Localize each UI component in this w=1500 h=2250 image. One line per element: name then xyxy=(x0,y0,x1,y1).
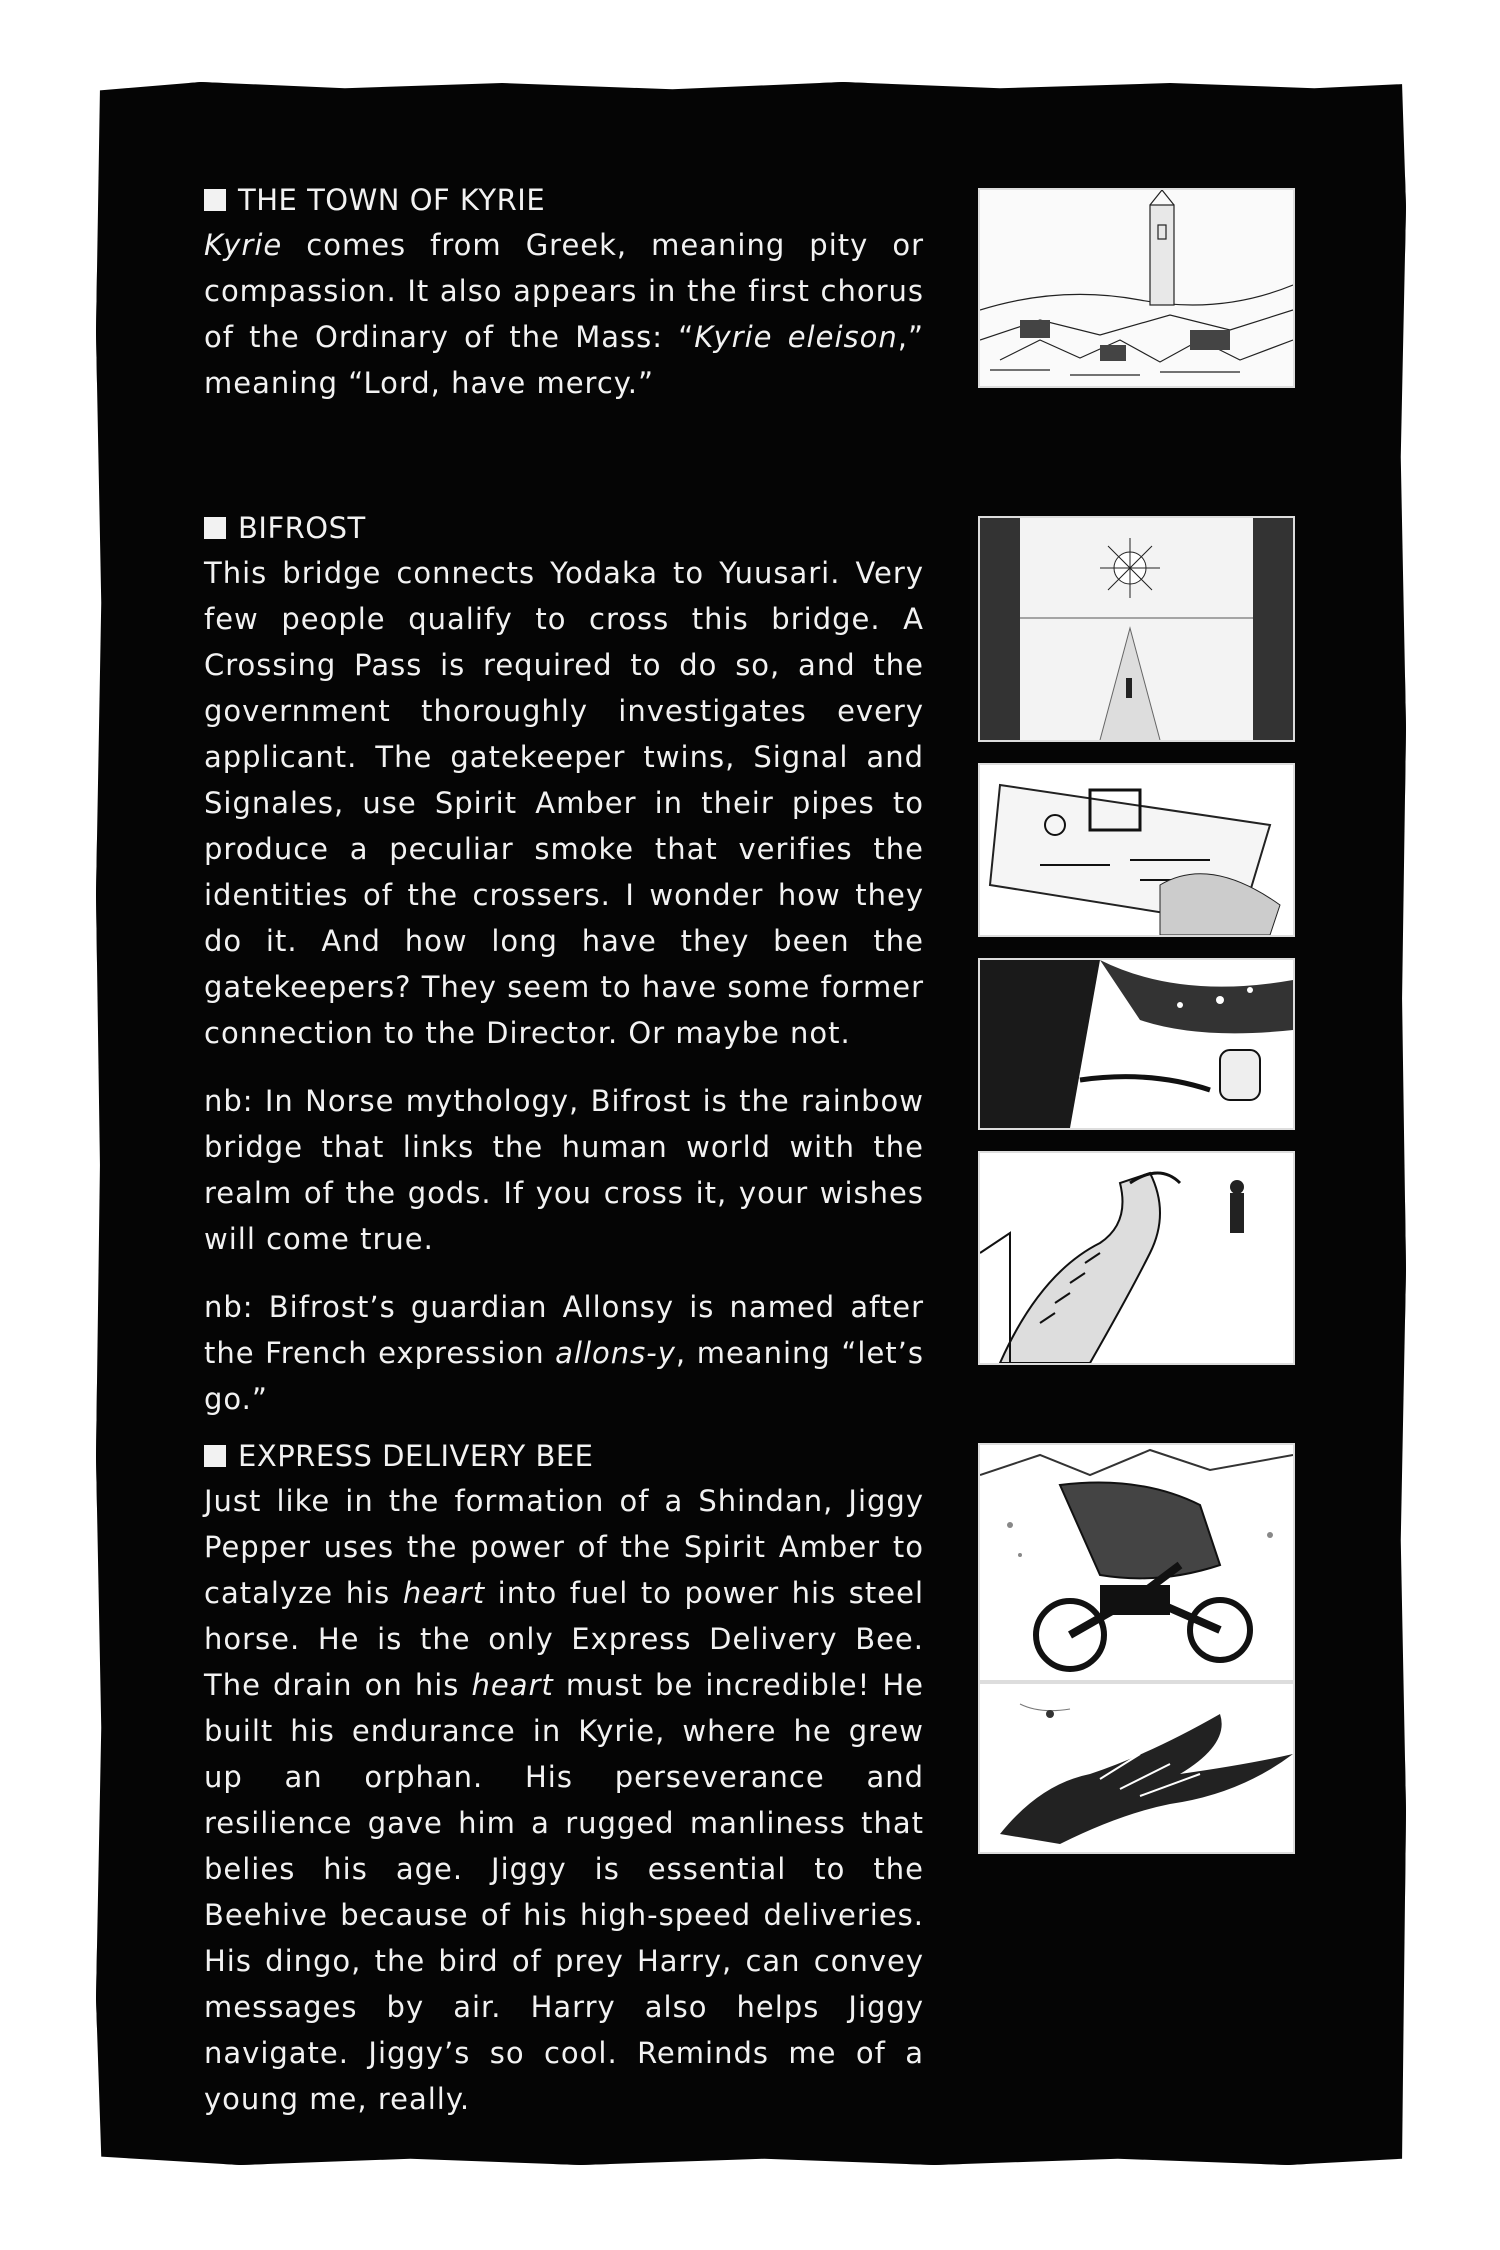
section-title: BIFROST xyxy=(238,511,366,545)
panel-bifrost-bridge-image xyxy=(978,516,1295,742)
italic-term: heart xyxy=(471,1668,554,1702)
panel-jiggy-motorcycle-image xyxy=(978,1443,1295,1682)
italic-term: Kyrie eleison xyxy=(694,320,898,354)
text-run: into fuel to power his steel horse. He is the only Express Delivery Bee. The drain on his xyxy=(204,1576,924,1702)
panel-harry-bird-image xyxy=(978,1682,1295,1854)
italic-term: Kyrie xyxy=(204,228,283,262)
text-run: comes from Greek, meaning pity or compassion. It also appears in the first chorus of the Ordinary of the Mass: “ xyxy=(204,228,924,354)
note-paragraph: nb: In Norse mythology, Bifrost is the rainbow bridge that links the human world with the realm of the gods. If you cross it, your wishes will come true. xyxy=(204,1084,924,1256)
text-run: ,” meaning “Lord, have mercy.” xyxy=(204,320,924,400)
bullet-square-icon xyxy=(204,1445,226,1467)
section-title: THE TOWN OF KYRIE xyxy=(238,183,546,217)
panel-kyrie-town-image xyxy=(978,188,1295,388)
panel-allonsy-guardian-image xyxy=(978,1151,1295,1365)
section-bifrost xyxy=(204,506,924,1422)
text-run: Just like in the formation of a Shindan, Jiggy Pepper uses the power of the Spirit Amber to catalyze his xyxy=(204,1484,924,1610)
section-paragraph xyxy=(204,222,924,406)
bullet-square-icon xyxy=(204,189,226,211)
section-heading xyxy=(204,506,924,550)
section-express-delivery-bee xyxy=(204,1434,924,2122)
section-paragraph: This bridge connects Yodaka to Yuusari. Very few people qualify to cross this bridge. A Crossing Pass is required to do so, and the government thoroughly investigates every applicant. The gatekeeper twins, Signal and Signales, use Spirit Amber in their pipes to produce a peculiar smoke that verifies the identities of the crossers. I wonder how they do it. And how long have they been the gatekeepers? They seem to have some former connection to the Director. Or maybe not. xyxy=(204,556,924,1050)
text-run: must be incredible! He built his endurance in Kyrie, where he grew up an orphan. His perseverance and resilience gave him a rugged manliness that belies his age. Jiggy is essential to the Beehive because of his high-speed deliveries. His dingo, the bird of prey Harry, can convey messages by air. Harry also helps Jiggy navigate. Jiggy’s so cool. Reminds me of a young me, really. xyxy=(204,1668,924,2116)
bullet-square-icon xyxy=(204,517,226,539)
section-title: EXPRESS DELIVERY BEE xyxy=(238,1439,594,1473)
text-run: nb: Bifrost’s guardian Allonsy is named after the French expression xyxy=(204,1290,924,1370)
text-run: , meaning “let’s go.” xyxy=(204,1336,924,1416)
panel-crossing-pass-image xyxy=(978,763,1295,937)
italic-term: allons-y xyxy=(555,1336,676,1370)
note-paragraph xyxy=(204,1284,924,1422)
section-heading xyxy=(204,1434,924,1478)
section-kyrie xyxy=(204,178,924,406)
italic-term: heart xyxy=(402,1576,486,1610)
section-paragraph xyxy=(204,1478,924,2122)
panel-gatekeeper-pipe-image xyxy=(978,958,1295,1130)
section-heading xyxy=(204,178,924,222)
